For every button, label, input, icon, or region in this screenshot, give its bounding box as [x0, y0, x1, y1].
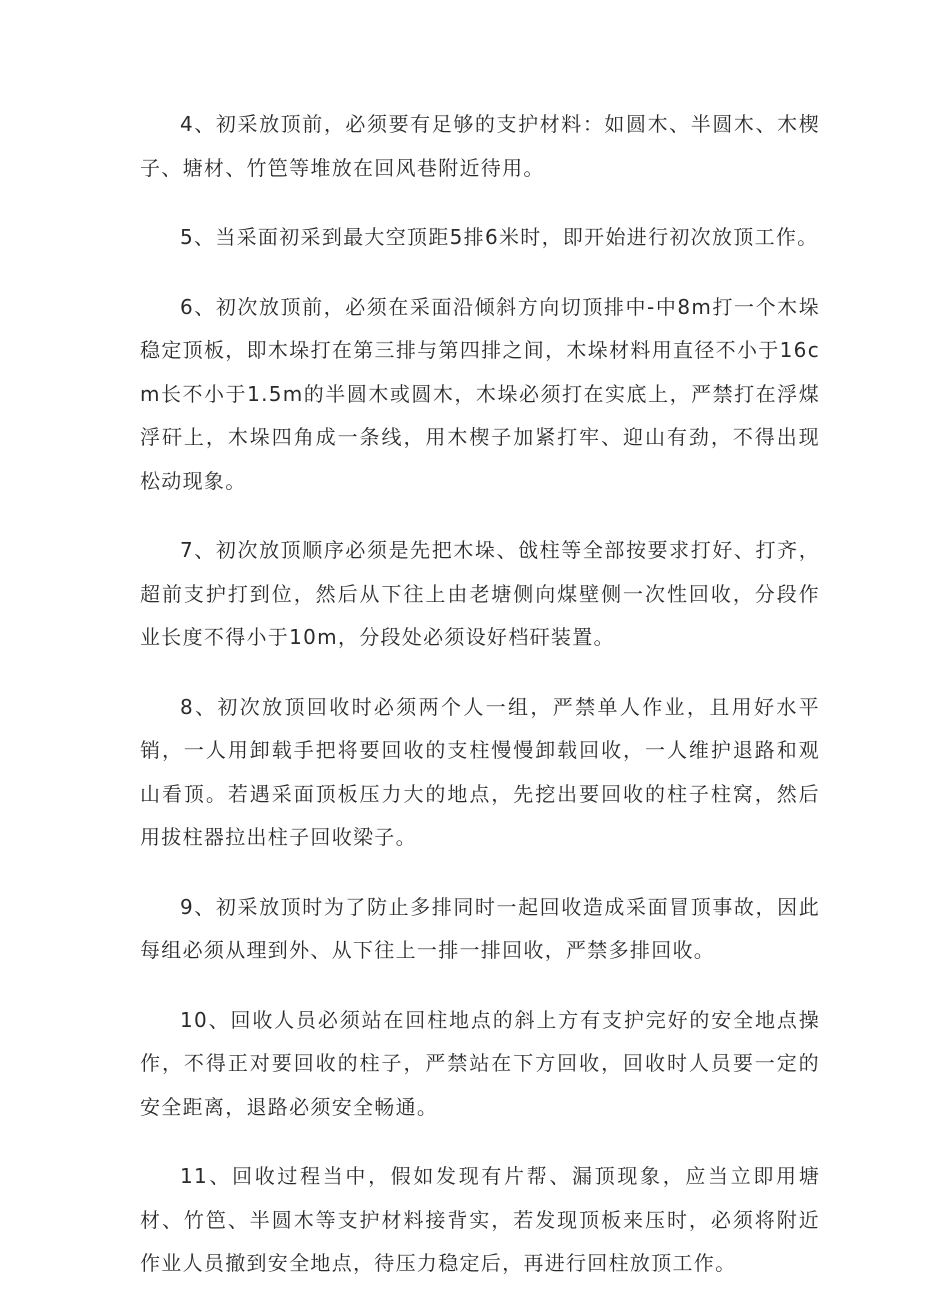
paragraph-item-11: 11、回收过程当中，假如发现有片帮、漏顶现象，应当立即用塘材、竹笆、半圆木等支护材料接背实，若发现顶板来压时，必须将附近作业人员撤到安全地点，待压力稳定后，再进行回柱放顶工作。: [140, 1164, 820, 1275]
paragraph-item-8: 8、初次放顶回收时必须两个人一组，严禁单人作业，且用好水平销，一人用卸载手把将要回收的支柱慢慢卸载回收，一人维护退路和观山看顶。若遇采面顶板压力大的地点，先挖出要回收的柱子柱窝，然后用拔柱器拉出柱子回收梁子。: [140, 694, 820, 849]
paragraph-item-10: 10、回收人员必须站在回柱地点的斜上方有支护完好的安全地点操作，不得正对要回收的柱子，严禁站在下方回收，回收时人员要一定的安全距离，退路必须安全畅通。: [140, 1007, 820, 1119]
paragraph-item-5: 5、当采面初采到最大空顶距5排6米时，即开始进行初次放顶工作。: [180, 225, 819, 249]
paragraph-item-6: 6、初次放顶前，必须在采面沿倾斜方向切顶排中-中8m打一个木垛稳定顶板，即木垛打在第三排与第四排之间，木垛材料用直径不小于16cm长不小于1.5m的半圆木或圆木，木垛必须打在实底上，严禁打在浮煤浮矸上，木垛四角成一条线，用木楔子加紧打牢、迎山有劲，不得出现松动现象。: [140, 294, 820, 493]
paragraph-item-7: 7、初次放顶顺序必须是先把木垛、戗柱等全部按要求打好、打齐，超前支护打到位，然后从下往上由老塘侧向煤壁侧一次性回收，分段作业长度不得小于10m，分段处必须设好档矸装置。: [140, 538, 820, 649]
paragraph-item-9: 9、初采放顶时为了防止多排同时一起回收造成采面冒顶事故，因此每组必须从理到外、从下往上一排一排回收，严禁多排回收。: [140, 894, 820, 962]
paragraph-item-4: 4、初采放顶前，必须要有足够的支护材料：如圆木、半圆木、木楔子、塘材、竹笆等堆放在回风巷附近待用。: [140, 112, 820, 180]
document-body: [140, 103, 820, 1312]
